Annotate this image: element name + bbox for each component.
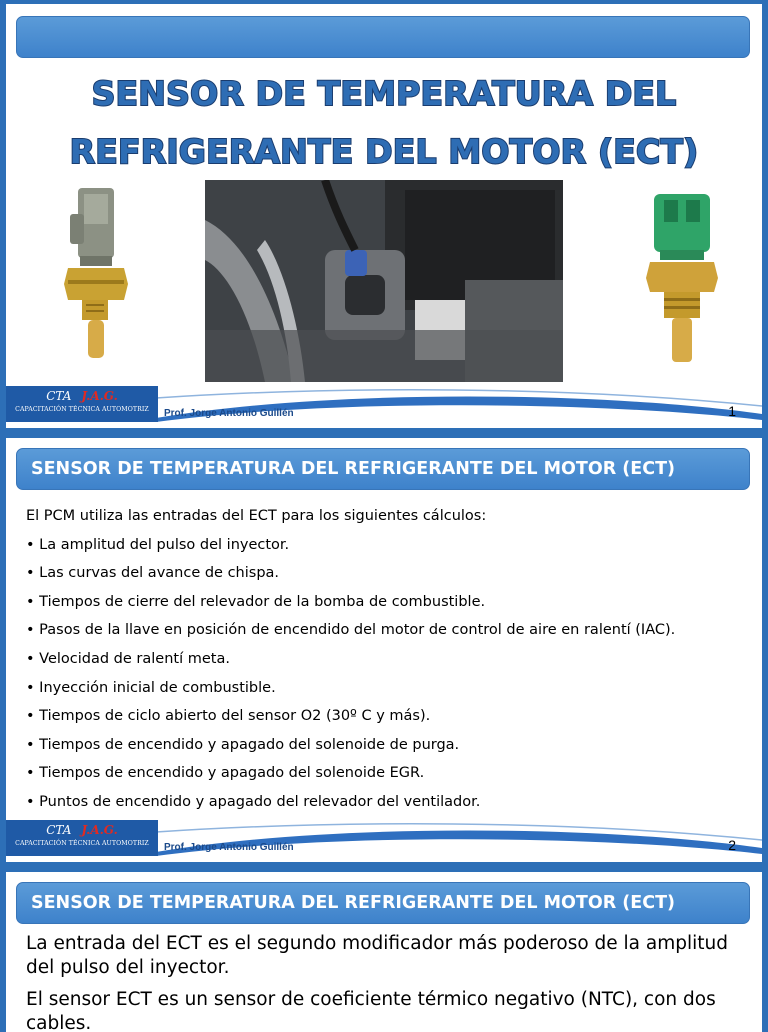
slide-3 [6, 872, 762, 1032]
list-item: • Tiempos de cierre del relevador de la bomba de combustible. [26, 593, 486, 610]
intro-line: El PCM utiliza las entradas del ECT para los siguientes cálculos: [26, 508, 487, 524]
slide-1 [6, 4, 762, 428]
list-item: • Tiempos de encendido y apagado del solenoide de purga. [26, 736, 460, 753]
engine-bay-photo [205, 180, 563, 382]
logo-tagline: CAPACITACIÓN TÉCNICA AUTOMOTRIZ [15, 840, 149, 847]
slide-2-header-title: SENSOR DE TEMPERATURA DEL REFRIGERANTE DEL MOTOR (ECT) [31, 459, 676, 479]
presenter-name: Prof. Jorge Antonio Guillén [164, 842, 294, 853]
paragraph: La entrada del ECT es el segundo modificador más poderoso de la amplitud del pulso del inyector. [26, 933, 728, 978]
slide-2 [6, 438, 762, 862]
cta-logo [6, 820, 158, 856]
slide-footer [6, 816, 762, 862]
slide-3-header-title: SENSOR DE TEMPERATURA DEL REFRIGERANTE DEL MOTOR (ECT) [31, 893, 676, 913]
grey-ect-sensor-image [56, 184, 136, 364]
slide-3-header-bar [16, 882, 750, 924]
slide-title-line-1: SENSOR DE TEMPERATURA DEL [91, 74, 677, 113]
logo-initials: J.A.G. [81, 389, 118, 403]
list-item: • Tiempos de encendido y apagado del solenoide EGR. [26, 765, 425, 782]
list-item: • Tiempos de ciclo abierto del sensor O2 (30º C y más). [26, 708, 431, 725]
list-item: • Velocidad de ralentí meta. [26, 650, 230, 667]
logo-abbr: CTA [46, 823, 72, 837]
slide-title-line-2: REFRIGERANTE DEL MOTOR (ECT) [69, 132, 699, 171]
list-item: • Pasos de la llave en posición de encendido del motor de control de aire en ralentí (IAC). [26, 622, 676, 639]
slide-2-body [26, 502, 746, 817]
slide-1-header-bar [16, 16, 750, 58]
slide-3-body [26, 932, 756, 1032]
logo-abbr: CTA [46, 389, 72, 403]
slide-footer [6, 382, 762, 428]
logo-initials: J.A.G. [81, 823, 118, 837]
slide-2-header-bar [16, 448, 750, 490]
page-number: 1 [728, 403, 736, 419]
list-item: • Puntos de encendido y apagado del relevador del ventilador. [26, 793, 481, 810]
logo-tagline: CAPACITACIÓN TÉCNICA AUTOMOTRIZ [15, 406, 149, 413]
list-item: • Las curvas del avance de chispa. [26, 565, 280, 582]
green-ect-sensor-image [642, 188, 722, 368]
page-number: 2 [728, 837, 736, 853]
paragraph: El sensor ECT es un sensor de coeficiente térmico negativo (NTC), con dos cables. [26, 989, 716, 1032]
cta-logo [6, 386, 158, 422]
list-item: • La amplitud del pulso del inyector. [26, 536, 290, 553]
presenter-name: Prof. Jorge Antonio Guillén [164, 408, 294, 419]
list-item: • Inyección inicial de combustible. [26, 679, 276, 696]
